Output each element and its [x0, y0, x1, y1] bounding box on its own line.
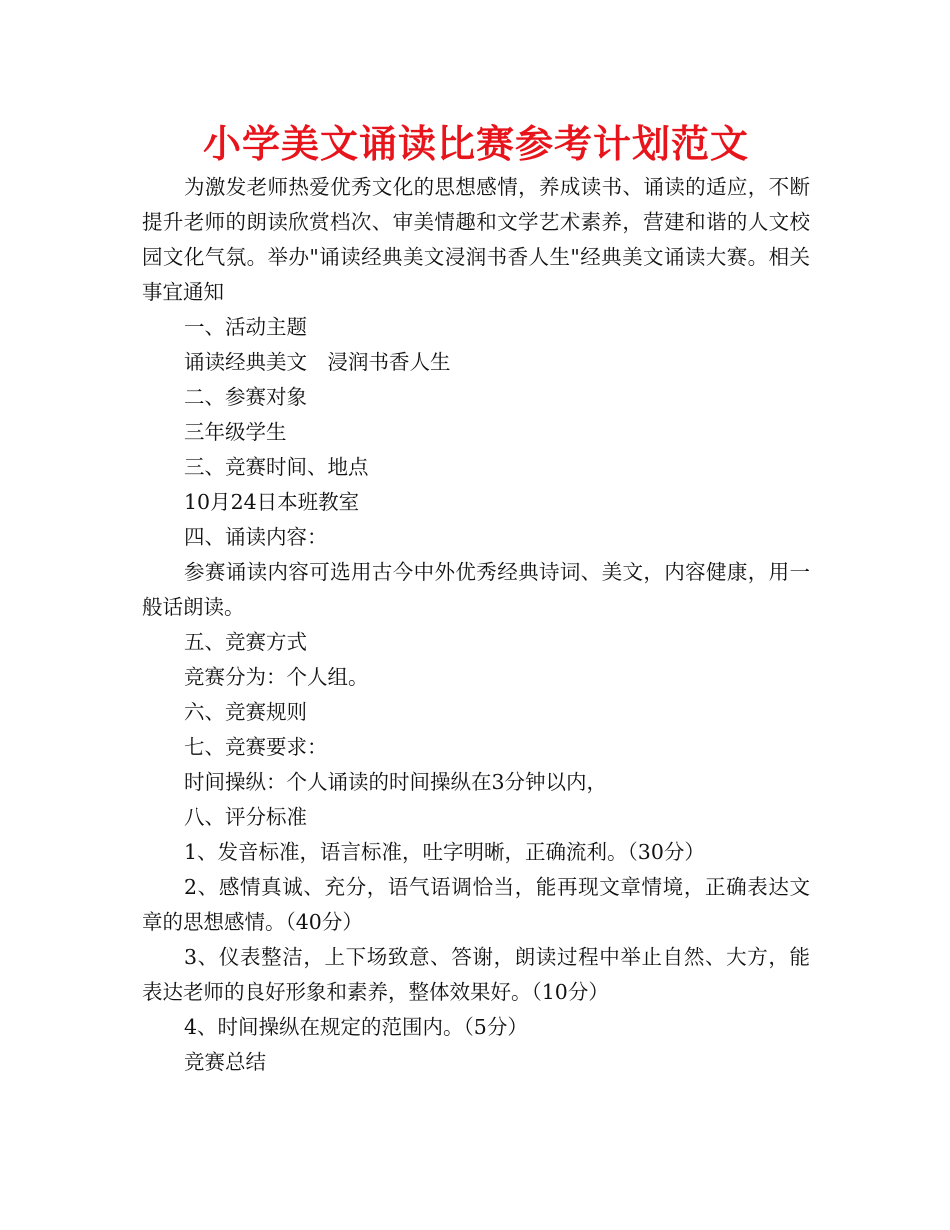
section-heading-participants: 二、参赛对象 — [184, 385, 307, 409]
format-text: 竞赛分为：个人组。 — [184, 665, 369, 689]
document-page — [142, 118, 810, 1080]
participants-text: 三年级学生 — [184, 420, 287, 444]
document-body — [142, 170, 810, 1080]
scoring-item-1: 1、发音标准，语言标准，吐字明晰，正确流利。（30分） — [184, 840, 705, 864]
scoring-item-3: 3、仪表整洁，上下场致意、答谢，朗读过程中举止自然、大方，能表达老师的良好形象和素养，整体效果好。（10分） — [142, 945, 810, 1004]
section-heading-rules: 六、竞赛规则 — [184, 700, 307, 724]
section-heading-scoring: 八、评分标准 — [184, 805, 307, 829]
section-heading-theme: 一、活动主题 — [184, 315, 307, 339]
section-heading-format: 五、竞赛方式 — [184, 630, 307, 654]
requirements-text: 时间操纵：个人诵读的时间操纵在3分钟以内， — [184, 770, 608, 794]
section-heading-time-place: 三、竞赛时间、地点 — [184, 455, 369, 479]
section-heading-summary: 竞赛总结 — [184, 1050, 266, 1074]
content-text: 参赛诵读内容可选用古今中外优秀经典诗词、美文，内容健康，用一般话朗读。 — [142, 560, 810, 619]
intro-paragraph: 为激发老师热爱优秀文化的思想感情，养成读书、诵读的适应，不断提升老师的朗读欣赏档次、审美情趣和文学艺术素养，营建和谐的人文校园文化气氛。举办"诵读经典美文浸润书香人生"经典美文诵读大赛。相关事宜通知 — [142, 175, 810, 304]
time-place-text: 10月24日本班教室 — [184, 490, 360, 514]
document-title: 小学美文诵读比赛参考计划范文 — [202, 122, 749, 166]
scoring-item-2: 2、感情真诚、充分，语气语调恰当，能再现文章情境，正确表达文章的思想感情。（40分） — [142, 875, 810, 934]
theme-text: 诵读经典美文 浸润书香人生 — [184, 350, 451, 374]
section-heading-requirements: 七、竞赛要求： — [184, 735, 328, 759]
scoring-item-4: 4、时间操纵在规定的范围内。（5分） — [184, 1015, 528, 1039]
section-heading-content: 四、诵读内容： — [184, 525, 328, 549]
